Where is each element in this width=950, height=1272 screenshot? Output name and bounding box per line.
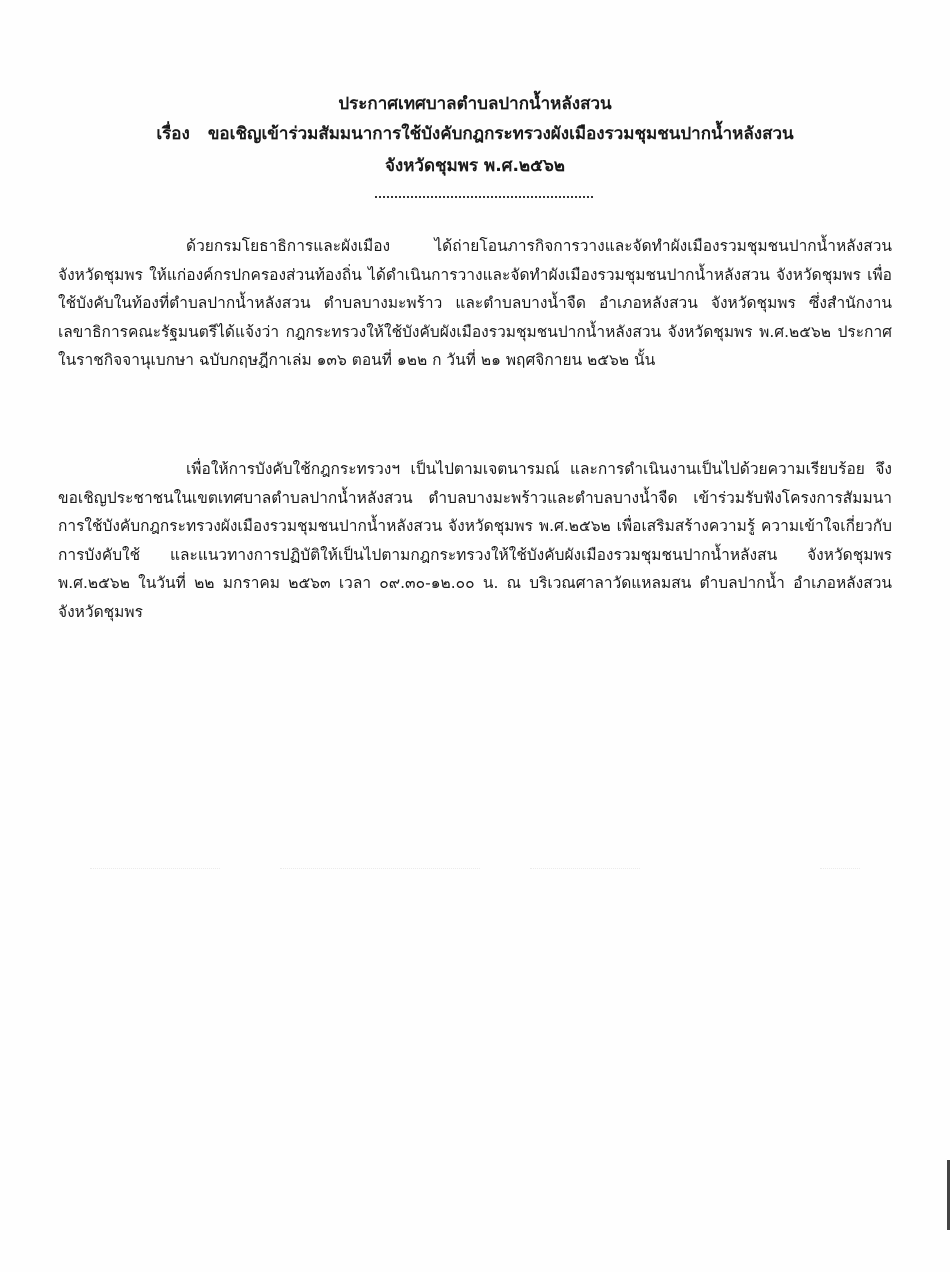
paragraph-text: เพื่อให้การบังคับใช้กฎกระทรวงฯ เป็นไปตามเจตนารมณ์ และการดำเนินงานเป็นไปด้วยความเรียบร้อย จึงขอเชิญประชาชนในเขตเทศบาลตำบลปากน้ำหลังสวน ตำบลบางมะพร้าวและตำบลบางน้ำจืด เข้าร่วมรับฟังโครงการสัมมนาการใช้บังคับกฎกระทรวงผังเมืองรวมชุมชนปากน้ำหลังสวน จังหวัดชุมพร พ.ศ.๒๕๖๒ เพื่อเสริมสร้างความรู้ ความเข้าใจเกี่ยวกับการบังคับใช้ และแนวทางการปฏิบัติให้เป็นไปตามกฎกระทรวงให้ใช้บังคับผังเมืองรวมชุมชนปากน้ำหลังสน จังหวัดชุมพร พ.ศ.๒๕๖๒ ในวันที่ ๒๒ มกราคม ๒๕๖๓ เวลา ๐๙.๓๐-๑๒.๐๐ น. ณ บริเวณศาลาวัดแหลมสน ตำบลปากน้ำ อำเภอหลังสวน จังหวัดชุมพร — [58, 460, 892, 621]
scan-artifact — [90, 868, 220, 889]
subject-line — [0, 118, 950, 150]
announcement-title: ประกาศเทศบาลตำบลปากน้ำหลังสวน — [338, 94, 612, 114]
body-paragraph-2 — [58, 455, 892, 626]
paragraph-text: ด้วยกรมโยธาธิการและผังเมือง ได้ถ่ายโอนภารกิจการวางและจัดทำผังเมืองรวมชุมชนปากน้ำหลังสวน จังหวัดชุมพร ให้แก่องค์กรปกครองส่วนท้องถิ่น ได้ดำเนินการวางและจัดทำผังเมืองรวมชุมชนปากน้ำหลังสวน จังหวัดชุมพร เพื่อใช้บังคับในท้องที่ตำบลปากน้ำหลังสวน ตำบลบางมะพร้าว และตำบลบางน้ำจืด อำเภอหลังสวน จังหวัดชุมพร ซึ่งสำนักงานเลขาธิการคณะรัฐมนตรีได้แจ้งว่า กฎกระทรวงให้ใช้บังคับผังเมืองรวมชุมชนปากน้ำหลังสวน จังหวัดชุมพร พ.ศ.๒๕๖๒ ประกาศในราชกิจจานุเบกษา ฉบับกฤษฎีกาเล่ม ๑๓๖ ตอนที่ ๑๒๒ ก วันที่ ๒๑ พฤศจิกายน ๒๕๖๒ นั้น — [58, 237, 892, 369]
dotted-divider — [375, 196, 593, 198]
subject-line-2: จังหวัดชุมพร พ.ศ.๒๕๖๒ — [384, 156, 566, 176]
scan-artifact — [820, 868, 860, 889]
scan-artifact — [530, 868, 640, 889]
subject-text: ขอเชิญเข้าร่วมสัมมนาการใช้บังคับกฎกระทรวงผังเมืองรวมชุมชนปากน้ำหลังสวน — [207, 124, 794, 144]
body-paragraph-1 — [58, 232, 892, 375]
document-header — [0, 90, 950, 182]
scan-artifact — [280, 868, 480, 889]
subject-label: เรื่อง — [156, 124, 190, 144]
